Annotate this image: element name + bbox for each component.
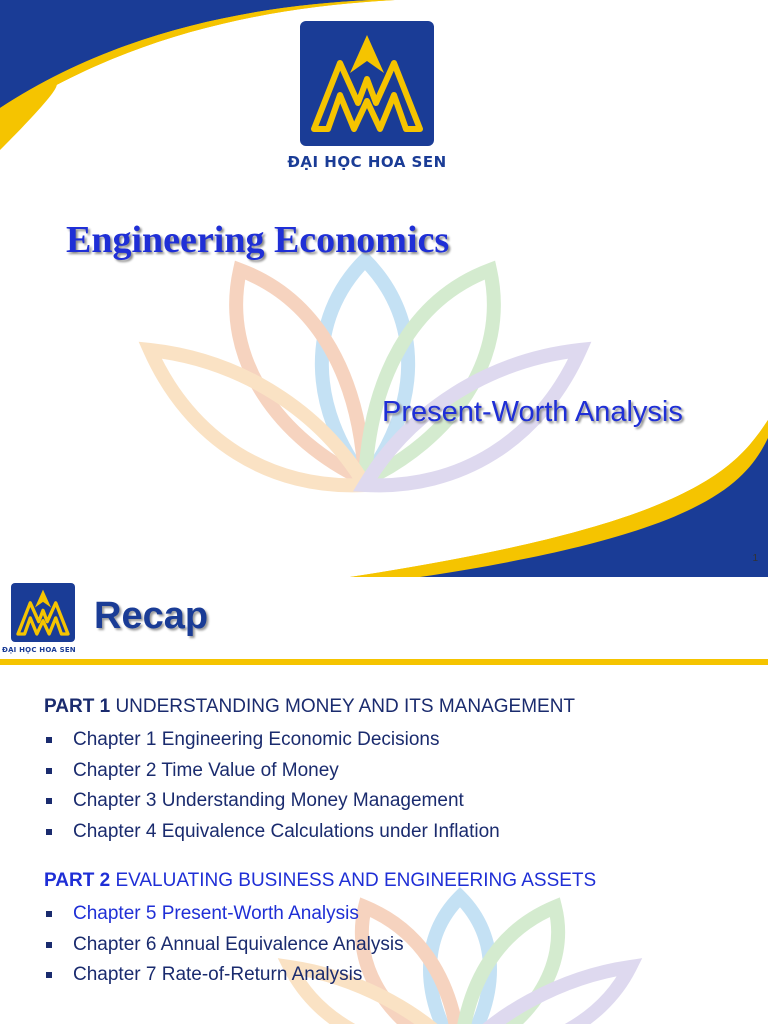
list-item [44, 725, 744, 756]
bullet-icon [46, 972, 52, 978]
page-number: 1 [752, 553, 758, 564]
slide-title: Recap [94, 595, 209, 637]
logo-caption: ĐẠI HỌC HOA SEN [287, 153, 447, 171]
recap-content [44, 695, 744, 991]
part-title: EVALUATING BUSINESS AND ENGINEERING ASSETS [115, 870, 597, 891]
chapter-text: Chapter 1 Engineering Economic Decisions [73, 729, 440, 750]
slide-title: Engineering Economics [66, 219, 450, 261]
bullet-icon [46, 737, 52, 743]
chapter-text: Chapter 3 Understanding Money Management [73, 790, 464, 811]
part-label: PART 2 [44, 870, 111, 891]
bullet-icon [46, 942, 52, 948]
bullet-icon [46, 829, 52, 835]
list-item [44, 899, 744, 930]
bullet-icon [46, 768, 52, 774]
logo-caption: ĐẠI HỌC HOA SEN [2, 646, 76, 654]
part-heading [44, 695, 744, 719]
chapter-text: Chapter 5 Present-Worth Analysis [73, 903, 359, 924]
list-item [44, 817, 744, 848]
part-label: PART 1 [44, 696, 111, 717]
slide-subtitle: Present-Worth Analysis [382, 396, 683, 428]
university-logo [300, 21, 434, 146]
list-item [44, 960, 744, 991]
list-item [44, 930, 744, 961]
chapter-text: Chapter 2 Time Value of Money [73, 759, 339, 781]
lotus-logo-icon [300, 21, 434, 146]
list-item [44, 786, 744, 817]
recap-slide [0, 577, 768, 1024]
chapter-text: Chapter 7 Rate-of-Return Analysis [73, 964, 363, 985]
bullet-icon [46, 798, 52, 804]
chapter-list [44, 899, 744, 991]
bullet-icon [46, 911, 52, 917]
list-item [44, 756, 744, 787]
university-logo [11, 583, 75, 642]
part-title: UNDERSTANDING MONEY AND ITS MANAGEMENT [115, 696, 576, 717]
chapter-list [44, 725, 744, 847]
chapter-text: Chapter 6 Annual Equivalence Analysis [73, 933, 404, 955]
lotus-logo-icon [11, 583, 75, 642]
chapter-text: Chapter 4 Equivalence Calculations under Inflation [73, 820, 500, 842]
header-divider [0, 659, 768, 665]
part-heading [44, 869, 744, 893]
